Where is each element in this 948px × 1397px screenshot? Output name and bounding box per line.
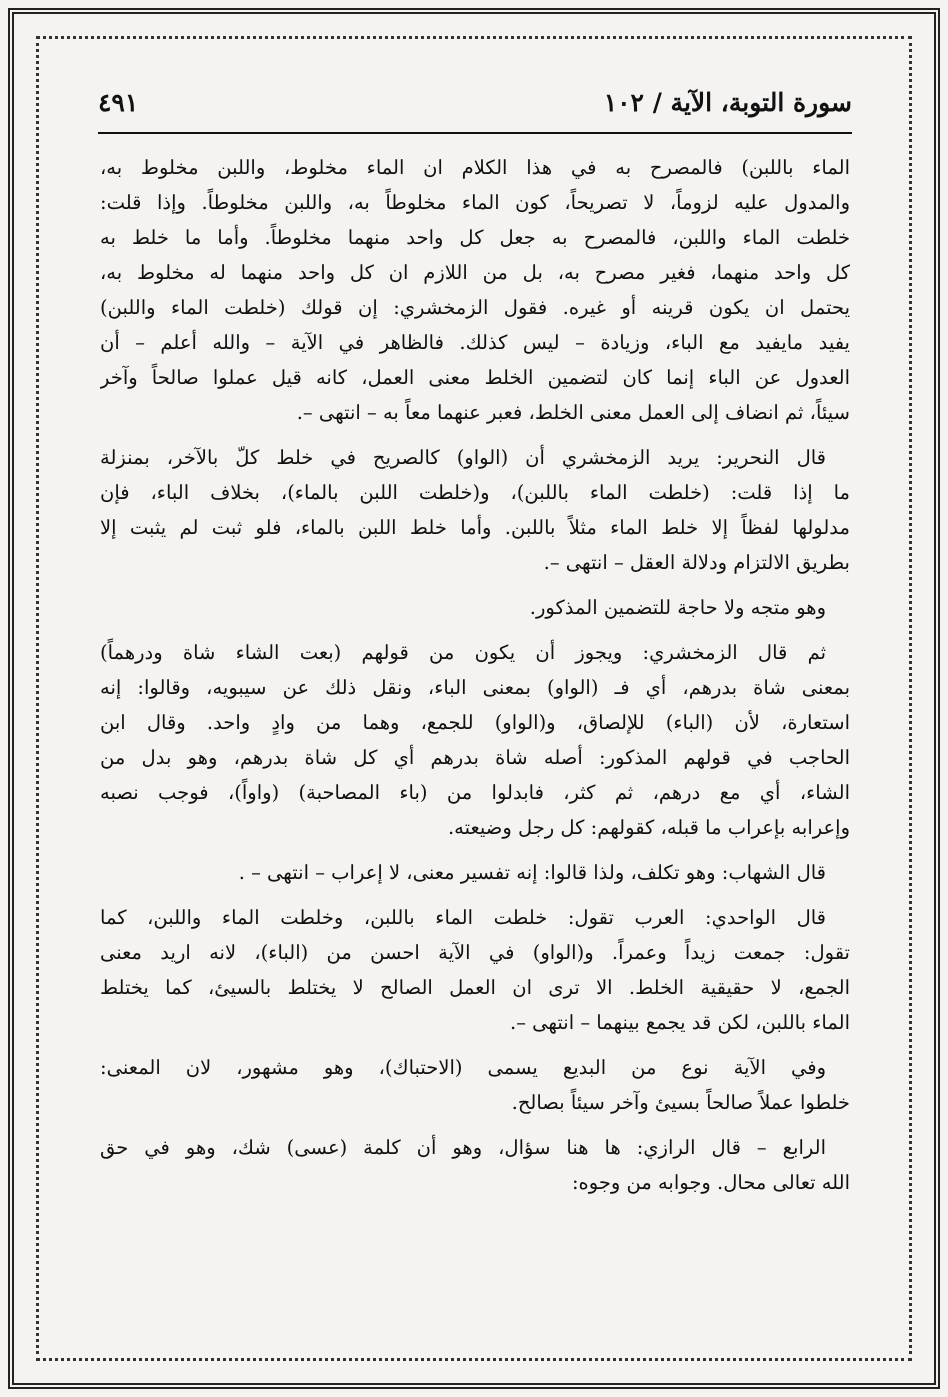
text-line: الله تعالى محال. وجوابه من وجوه: <box>571 1171 850 1194</box>
text-line: خلطت الماء واللبن، فالمصرح به جعل كل واحد منهما مخلوطاً. وأما ما خلط به <box>100 226 850 249</box>
text-line: سيئاً، ثم انضاف إلى العمل معنى الخلط، فعبر عنهما معاً به – انتهى –. <box>296 401 850 424</box>
paragraph <box>100 440 850 580</box>
page-body-text <box>100 150 850 1210</box>
paragraph <box>100 1050 850 1120</box>
text-line: الجمع، لا حقيقية الخلط. الا ترى ان العمل الصالح لا يختلط بالسيئ، كما يختلط <box>100 976 850 999</box>
text-line: ما إذا قلت: (خلطت الماء باللبن)، و(خلطت اللبن بالماء)، بخلاف الباء، فإن <box>100 481 850 504</box>
text-line: الماء باللبن، لكن قد يجمع بينهما – انتهى –. <box>510 1011 850 1034</box>
text-line: بمعنى شاة بدرهم، أي فـ (الواو) بمعنى الباء، ونقل ذلك عن سيبويه، وقالوا: إنه <box>100 676 850 699</box>
running-title: سورة التوبة، الآية / ١٠٢ <box>603 88 852 117</box>
text-line: العدول عن الباء إنما كان لتضمين الخلط معنى العمل، كانه قيل عملوا صالحاً وآخر <box>100 366 850 389</box>
text-line: وإعرابه بإعراب ما قبله، كقولهم: كل رجل وضيعته. <box>447 816 850 839</box>
text-line: الحاجب في قولهم المذكور: أصله شاة بدرهم أي كل شاة بدرهم، وهو بدل من <box>100 746 850 769</box>
text-line: وفي الآية نوع من البديع يسمى (الاحتباك)، وهو مشهور، لان المعنى: <box>100 1056 826 1079</box>
text-line: كل واحد منهما، فغير مصرح به، بل من اللازم ان كل واحد منهما له مخلوط به، <box>100 261 850 284</box>
paragraph <box>100 855 850 890</box>
paragraph <box>100 635 850 845</box>
text-line: خلطوا عملاً صالحاً بسيئ وآخر سيئاً بصالح. <box>511 1091 850 1114</box>
text-line: قال النحرير: يريد الزمخشري أن (الواو) كالصريح في خلط كلّ بالآخر، بمنزلة <box>100 446 826 469</box>
paragraph <box>100 590 850 625</box>
paragraph <box>100 1130 850 1200</box>
page-header <box>98 84 852 134</box>
text-line: مدلولها لفظاً إلا خلط الماء مثلاً باللبن. وأما خلط اللبن بالماء، فلو ثبت لم يثبت إلا <box>100 516 850 539</box>
text-line: قال الواحدي: العرب تقول: خلطت الماء باللبن، وخلطت الماء واللبن، كما <box>100 906 826 929</box>
text-line: الرابع – قال الرازي: ها هنا سؤال، وهو أن كلمة (عسى) شك، وهو في حق <box>100 1136 826 1159</box>
paragraph <box>100 900 850 1040</box>
text-line: الشاء، أي مع درهم، ثم كثر، فابدلوا من (باء المصاحبة) (واواً)، فوجب نصبه <box>100 781 850 804</box>
text-line: والمدول عليه لزوماً، لا تصريحاً، كون الماء مخلوطاً به، واللبن مخلوطاً. وإذا قلت: <box>100 191 850 214</box>
text-line: استعارة، لأن (الباء) للإلصاق، و(الواو) للجمع، وهما من وادٍ واحد. وقال ابن <box>100 711 850 734</box>
text-line: قال الشهاب: وهو تكلف، ولذا قالوا: إنه تفسير معنى، لا إعراب – انتهى – . <box>238 861 826 884</box>
text-line: بطريق الالتزام ودلالة العقل – انتهى –. <box>543 551 850 574</box>
text-line: تقول: جمعت زيداً وعمراً. و(الواو) في الآية احسن من (الباء)، لانه اريد معنى <box>100 941 850 964</box>
paragraph <box>100 150 850 430</box>
text-line: ثم قال الزمخشري: ويجوز أن يكون من قولهم (بعت الشاء شاة ودرهماً) <box>100 641 826 664</box>
page-number: ٤٩١ <box>98 88 139 117</box>
text-line: الماء باللبن) فالمصرح به في هذا الكلام ان الماء مخلوط، واللبن مخلوط به، <box>100 156 850 179</box>
text-line: يحتمل ان يكون قرينه أو غيره. فقول الزمخشري: إن قولك (خلطت الماء واللبن) <box>100 296 850 319</box>
text-line: يفيد مايفيد مع الباء، وزيادة – ليس كذلك. فالظاهر في الآية – والله أعلم – أن <box>100 331 850 354</box>
text-line: وهو متجه ولا حاجة للتضمين المذكور. <box>529 596 826 619</box>
